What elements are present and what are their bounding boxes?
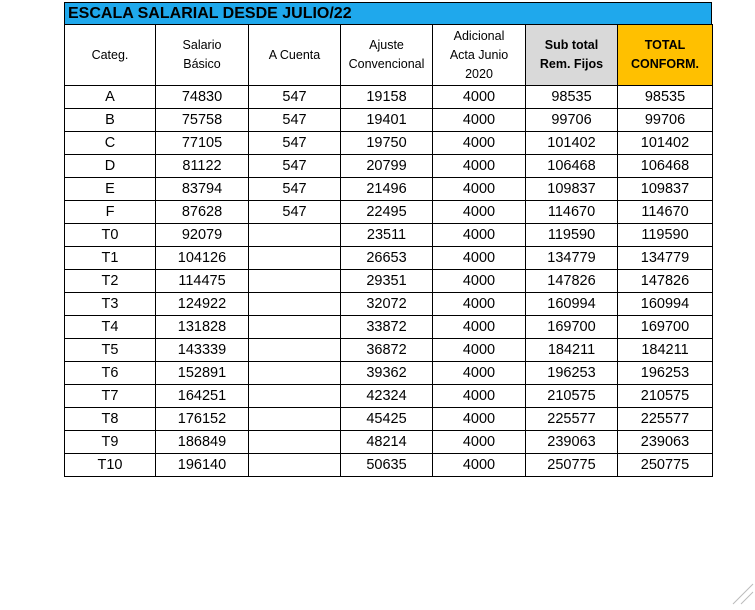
table-row (65, 155, 713, 178)
cell-ajuste: 42324 (341, 385, 433, 408)
cell-subtotal: 109837 (526, 178, 618, 201)
cell-adicional: 4000 (433, 270, 526, 293)
cell-salario: 104126 (156, 247, 249, 270)
cell-salario: 114475 (156, 270, 249, 293)
cell-ajuste: 22495 (341, 201, 433, 224)
cell-categ: T6 (65, 362, 156, 385)
cell-total: 184211 (618, 339, 713, 362)
cell-total: 196253 (618, 362, 713, 385)
cell-total: 250775 (618, 454, 713, 477)
cell-ajuste: 26653 (341, 247, 433, 270)
cell-ajuste: 19750 (341, 132, 433, 155)
cell-categ: T1 (65, 247, 156, 270)
cell-total: 160994 (618, 293, 713, 316)
cell-total: 109837 (618, 178, 713, 201)
cell-a-cuenta (249, 247, 341, 270)
cell-categ: T10 (65, 454, 156, 477)
cell-adicional: 4000 (433, 454, 526, 477)
cell-a-cuenta (249, 385, 341, 408)
cell-salario: 176152 (156, 408, 249, 431)
cell-ajuste: 29351 (341, 270, 433, 293)
cell-total: 134779 (618, 247, 713, 270)
cell-categ: T8 (65, 408, 156, 431)
cell-ajuste: 39362 (341, 362, 433, 385)
cell-subtotal: 250775 (526, 454, 618, 477)
cell-categ: D (65, 155, 156, 178)
table-body (65, 86, 713, 477)
cell-total: 101402 (618, 132, 713, 155)
cell-total: 210575 (618, 385, 713, 408)
table-row (65, 316, 713, 339)
salary-table (64, 24, 713, 477)
cell-salario: 131828 (156, 316, 249, 339)
cell-salario: 143339 (156, 339, 249, 362)
cell-adicional: 4000 (433, 339, 526, 362)
cell-categ: C (65, 132, 156, 155)
cell-subtotal: 98535 (526, 86, 618, 109)
cell-adicional: 4000 (433, 408, 526, 431)
cell-a-cuenta: 547 (249, 132, 341, 155)
cell-ajuste: 33872 (341, 316, 433, 339)
cell-a-cuenta: 547 (249, 109, 341, 132)
cell-adicional: 4000 (433, 385, 526, 408)
cell-subtotal: 99706 (526, 109, 618, 132)
cell-a-cuenta (249, 316, 341, 339)
cell-subtotal: 160994 (526, 293, 618, 316)
cell-subtotal: 184211 (526, 339, 618, 362)
cell-subtotal: 147826 (526, 270, 618, 293)
cell-adicional: 4000 (433, 362, 526, 385)
cell-categ: A (65, 86, 156, 109)
cell-total: 106468 (618, 155, 713, 178)
header-adicional: Adicional Acta Junio 2020 (433, 25, 526, 86)
table-row (65, 201, 713, 224)
cell-a-cuenta (249, 339, 341, 362)
table-row (65, 247, 713, 270)
header-salario-basico: Salario Básico (156, 25, 249, 86)
cell-salario: 77105 (156, 132, 249, 155)
cell-a-cuenta (249, 270, 341, 293)
cell-categ: T5 (65, 339, 156, 362)
table-row (65, 86, 713, 109)
cell-ajuste: 19158 (341, 86, 433, 109)
cell-adicional: 4000 (433, 247, 526, 270)
cell-categ: T9 (65, 431, 156, 454)
cell-ajuste: 32072 (341, 293, 433, 316)
cell-a-cuenta (249, 454, 341, 477)
table-row (65, 178, 713, 201)
cell-total: 114670 (618, 201, 713, 224)
cell-salario: 74830 (156, 86, 249, 109)
header-total: TOTAL CONFORM. (618, 25, 713, 86)
cell-salario: 83794 (156, 178, 249, 201)
cell-salario: 75758 (156, 109, 249, 132)
cell-ajuste: 19401 (341, 109, 433, 132)
cell-a-cuenta: 547 (249, 201, 341, 224)
cell-categ: T3 (65, 293, 156, 316)
cell-salario: 87628 (156, 201, 249, 224)
cell-subtotal: 106468 (526, 155, 618, 178)
cell-a-cuenta (249, 224, 341, 247)
header-a-cuenta: A Cuenta (249, 25, 341, 86)
cell-total: 119590 (618, 224, 713, 247)
cell-adicional: 4000 (433, 109, 526, 132)
cell-adicional: 4000 (433, 224, 526, 247)
table-row (65, 270, 713, 293)
cell-categ: F (65, 201, 156, 224)
salary-scale-sheet (64, 2, 712, 477)
cell-ajuste: 36872 (341, 339, 433, 362)
cell-subtotal: 239063 (526, 431, 618, 454)
cell-total: 98535 (618, 86, 713, 109)
cell-total: 225577 (618, 408, 713, 431)
table-row (65, 109, 713, 132)
cell-salario: 186849 (156, 431, 249, 454)
table-row (65, 408, 713, 431)
cell-adicional: 4000 (433, 132, 526, 155)
cell-adicional: 4000 (433, 431, 526, 454)
cell-total: 147826 (618, 270, 713, 293)
cell-categ: T0 (65, 224, 156, 247)
cell-ajuste: 21496 (341, 178, 433, 201)
table-row (65, 431, 713, 454)
cell-ajuste: 48214 (341, 431, 433, 454)
table-row (65, 385, 713, 408)
header-row (65, 25, 713, 86)
cell-salario: 81122 (156, 155, 249, 178)
cell-salario: 164251 (156, 385, 249, 408)
cell-total: 169700 (618, 316, 713, 339)
cell-categ: T2 (65, 270, 156, 293)
header-subtotal: Sub total Rem. Fijos (526, 25, 618, 86)
cell-subtotal: 210575 (526, 385, 618, 408)
cell-categ: T4 (65, 316, 156, 339)
table-row (65, 362, 713, 385)
table-row (65, 454, 713, 477)
header-ajuste-convencional: Ajuste Convencional (341, 25, 433, 86)
table-row (65, 132, 713, 155)
cell-adicional: 4000 (433, 201, 526, 224)
cell-subtotal: 101402 (526, 132, 618, 155)
cell-ajuste: 45425 (341, 408, 433, 431)
cell-a-cuenta (249, 293, 341, 316)
cell-categ: E (65, 178, 156, 201)
table-row (65, 224, 713, 247)
cell-adicional: 4000 (433, 178, 526, 201)
cell-categ: T7 (65, 385, 156, 408)
table-row (65, 339, 713, 362)
cell-categ: B (65, 109, 156, 132)
cell-ajuste: 23511 (341, 224, 433, 247)
cell-a-cuenta (249, 362, 341, 385)
cell-salario: 196140 (156, 454, 249, 477)
cell-a-cuenta: 547 (249, 178, 341, 201)
cell-adicional: 4000 (433, 316, 526, 339)
cell-a-cuenta: 547 (249, 155, 341, 178)
cell-salario: 152891 (156, 362, 249, 385)
cell-total: 99706 (618, 109, 713, 132)
cell-total: 239063 (618, 431, 713, 454)
cell-a-cuenta: 547 (249, 86, 341, 109)
cell-subtotal: 114670 (526, 201, 618, 224)
header-categ: Categ. (65, 25, 156, 86)
cell-adicional: 4000 (433, 86, 526, 109)
cell-ajuste: 20799 (341, 155, 433, 178)
cell-subtotal: 169700 (526, 316, 618, 339)
cell-subtotal: 196253 (526, 362, 618, 385)
cell-salario: 124922 (156, 293, 249, 316)
table-row (65, 293, 713, 316)
corner-mark-icon (729, 580, 755, 606)
cell-subtotal: 134779 (526, 247, 618, 270)
cell-ajuste: 50635 (341, 454, 433, 477)
cell-subtotal: 225577 (526, 408, 618, 431)
cell-adicional: 4000 (433, 293, 526, 316)
cell-salario: 92079 (156, 224, 249, 247)
sheet-title: ESCALA SALARIAL DESDE JULIO/22 (64, 2, 712, 24)
cell-subtotal: 119590 (526, 224, 618, 247)
cell-a-cuenta (249, 408, 341, 431)
cell-a-cuenta (249, 431, 341, 454)
cell-adicional: 4000 (433, 155, 526, 178)
